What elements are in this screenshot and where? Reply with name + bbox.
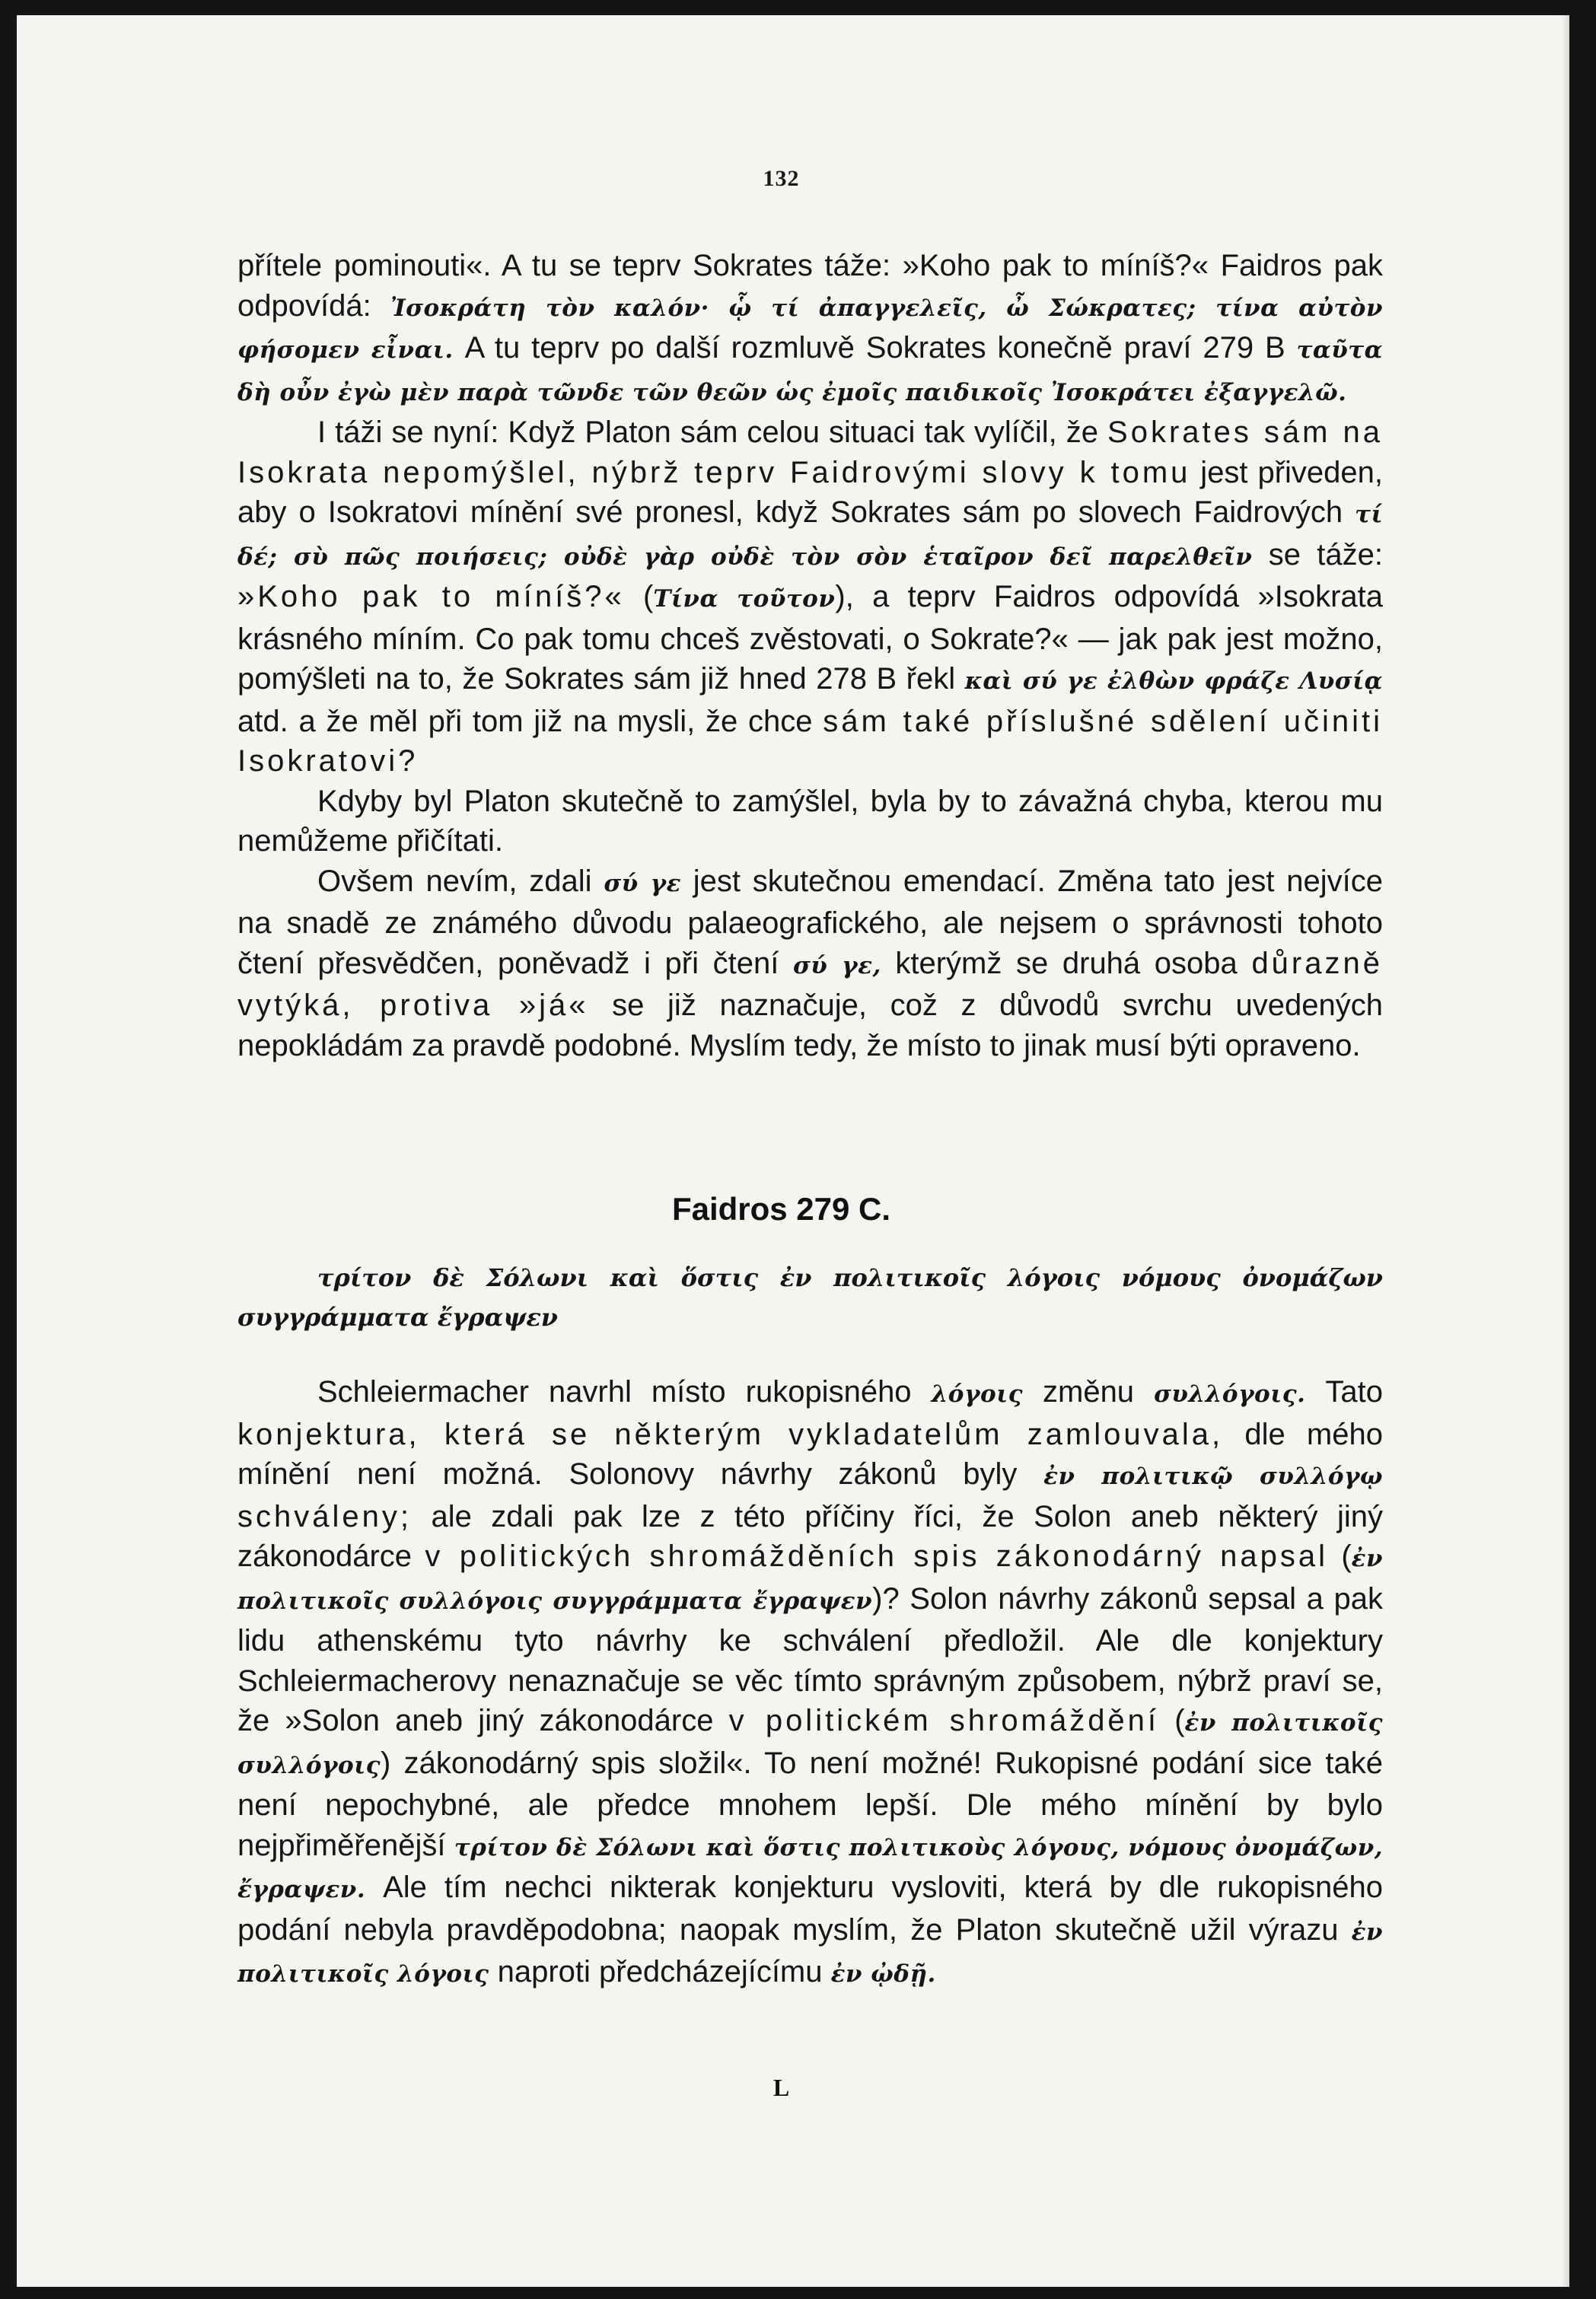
text-run: ) zákonodárný spis složil«. To není možné! Rukopisné podání sice také není nepochybné, ale předce mnohem lepší. Dle mého mínění by bylo nejpřiměřenější (237, 1746, 1383, 1862)
text-run: Ovšem nevím, zdali (317, 864, 604, 898)
paragraph-2 (237, 412, 1383, 782)
page-edge-shadow (1562, 15, 1569, 2287)
spaced-emphasis: důrazně vytýká, protiva »já« (237, 946, 1383, 1022)
main-text-block (237, 246, 1383, 1065)
text-run: I táži se nyní: Když Platon sám celou situaci tak vylíčil, že (317, 416, 1108, 449)
spaced-emphasis: v politickém shromáždění (728, 1704, 1160, 1737)
greek-citation: σύ γε (604, 869, 681, 897)
text-run: A tu teprv po další rozmluvě Sokrates konečně praví 279 B (453, 331, 1297, 365)
greek-citation: καὶ σύ γε ἐλθὼν φράζε Λυσίᾳ (964, 667, 1384, 695)
greek-citation: σύ γε, (792, 951, 881, 979)
greek-citation: λόγοις (931, 1380, 1023, 1408)
text-run: jest přiveden, aby o Isokratovi mínění své pronesl, když Sokrates sám po slovech Faidrových (237, 455, 1383, 529)
text-run: přítele pominouti«. A tu se teprv Sokrates táže: »Koho pak to míníš?« Faidros pak odpovídá: (237, 249, 1383, 323)
section-heading: Faidros 279 C. (671, 1191, 891, 1227)
greek-citation: τί δέ; σὺ πῶς ποιήσεις; οὐδὲ γὰρ οὐδὲ τὸν σὸν ἑταῖρον δεῖ παρελθεῖν (237, 501, 1383, 571)
text-run: Tato (1305, 1375, 1383, 1409)
spaced-emphasis: Sokrates sám na Isokrata nepomýšlel, nýbrž teprv Faidrovými slovy k tomu (237, 416, 1384, 489)
paragraph-4 (237, 861, 1383, 1066)
signature-mark: L (773, 2074, 790, 2101)
text-run: dle mého mínění není možná. Solonovy návrhy zákonů byly (237, 1417, 1383, 1491)
greek-citation: Τίνα τοῦτον (653, 585, 836, 613)
text-run: kterýmž se druhá osoba (881, 946, 1252, 980)
text-run: se táže: (1252, 537, 1383, 572)
text-run: atd. a že měl při tom již na mysli, že chce (237, 704, 823, 738)
text-run: Ale tím nechci nikterak konjekturu vysloviti, která by dle rukopisného podání nebyla pravděpodobna; naopak myslím, že Platon skutečně užil výrazu (237, 1871, 1383, 1947)
greek-citation: ἐν πολιτικῷ συλλόγῳ (1043, 1463, 1384, 1490)
text-run: )? Solon návrhy zákonů sepsal a pak lidu athenskému tyto návrhy ke schválení předložil. Ale dle konjektury Schleiermacherovy nenaznačuje se věc tímto správným způsobem, nýbrž praví se, že »Solon aneb jiný zákonodárce (237, 1581, 1383, 1737)
spaced-emphasis: konjektura, která se některým vykladatelům zamlouvala, (237, 1417, 1224, 1451)
text-run: se již naznačuje, což z důvodů svrchu uvedených nepokládám za pravdě podobné. Myslím tedy, že místo to jinak musí býti opraveno. (237, 989, 1384, 1062)
spaced-emphasis: v politických shromážděních spis zákonodárný napsal (425, 1540, 1329, 1573)
text-run: ( (624, 580, 654, 613)
second-text-block (237, 1372, 1383, 1995)
greek-citation: Ἰσοκράτη τὸν καλόν· ᾧ τί ἀπαγγελεῖς, ὦ Σώκρατες; τίνα αὐτὸν φήσομεν εἶναι. (237, 294, 1383, 364)
text-run: změnu (1023, 1375, 1155, 1409)
greek-citation: συλλόγοις. (1154, 1380, 1306, 1408)
greek-quote: τρίτον δὲ Σόλωνι καὶ ὅστις ἐν πολιτικοῖς λόγοις νόμους ὀνομάζων συγγράμματα ἔγραψεν (237, 1263, 1383, 1332)
paragraph-1 (237, 246, 1383, 412)
spaced-emphasis: schváleny; (237, 1499, 412, 1533)
paragraph-3: Kdyby byl Platon skutečně to zamýšlel, byla by to závažná chyba, kterou mu nemůžeme přičítati. (237, 784, 1383, 858)
text-run: ale zdali pak lze z této příčiny říci, že Solon aneb některý jiný zákonodárce (237, 1499, 1383, 1573)
greek-citation: ἐν ᾠδῇ. (830, 1960, 936, 1988)
greek-citation: ταῦτα δὴ οὖν ἐγὼ μὲν παρὰ τῶνδε τῶν θεῶν ὡς ἐμοῖς παιδικοῖς Ἰσοκράτει ἐξαγγελῶ. (237, 336, 1383, 406)
text-run: Schleiermacher navrhl místo rukopisného (317, 1375, 932, 1409)
text-run: ), a teprv Faidros odpovídá »Isokrata krásného míním. Co pak tomu chceš zvěstovati, o Sokrate?« — jak pak jest možno, pomýšleti na to, že Sokrates sám již hned 278 B řekl (237, 580, 1384, 696)
greek-citation: ἐν πολιτικοῖς συλλόγοις συγγράμματα ἔγραψεν (237, 1545, 1384, 1615)
text-run: ( (1159, 1704, 1185, 1737)
greek-citation: ἐν πολιτικοῖς λόγοις (237, 1918, 1383, 1988)
page-number: 132 (763, 166, 800, 191)
text-run: ( (1328, 1540, 1352, 1573)
spaced-emphasis: sám také příslušné sdělení učiniti Isokratovi? (237, 704, 1383, 778)
greek-citation: ἐν πολιτικοῖς συλλόγοις (237, 1709, 1383, 1779)
greek-citation: τρίτον δὲ Σόλωνι καὶ ὅστις πολιτικοὺς λόγους, νόμους ὀνομάζων, ἔγραψεν. (237, 1833, 1383, 1903)
paragraph-5 (237, 1372, 1383, 1995)
spaced-emphasis: »Koho pak to míníš?« (237, 580, 625, 613)
text-run: jest skutečnou emendací. Změna tato jest nejvíce na snadě ze známého důvodu palaeografického, ale nejsem o správnosti tohoto čtení přesvědčen, poněvadž i při čtení (237, 864, 1383, 980)
text-run: naproti předcházejícímu (489, 1955, 831, 1989)
